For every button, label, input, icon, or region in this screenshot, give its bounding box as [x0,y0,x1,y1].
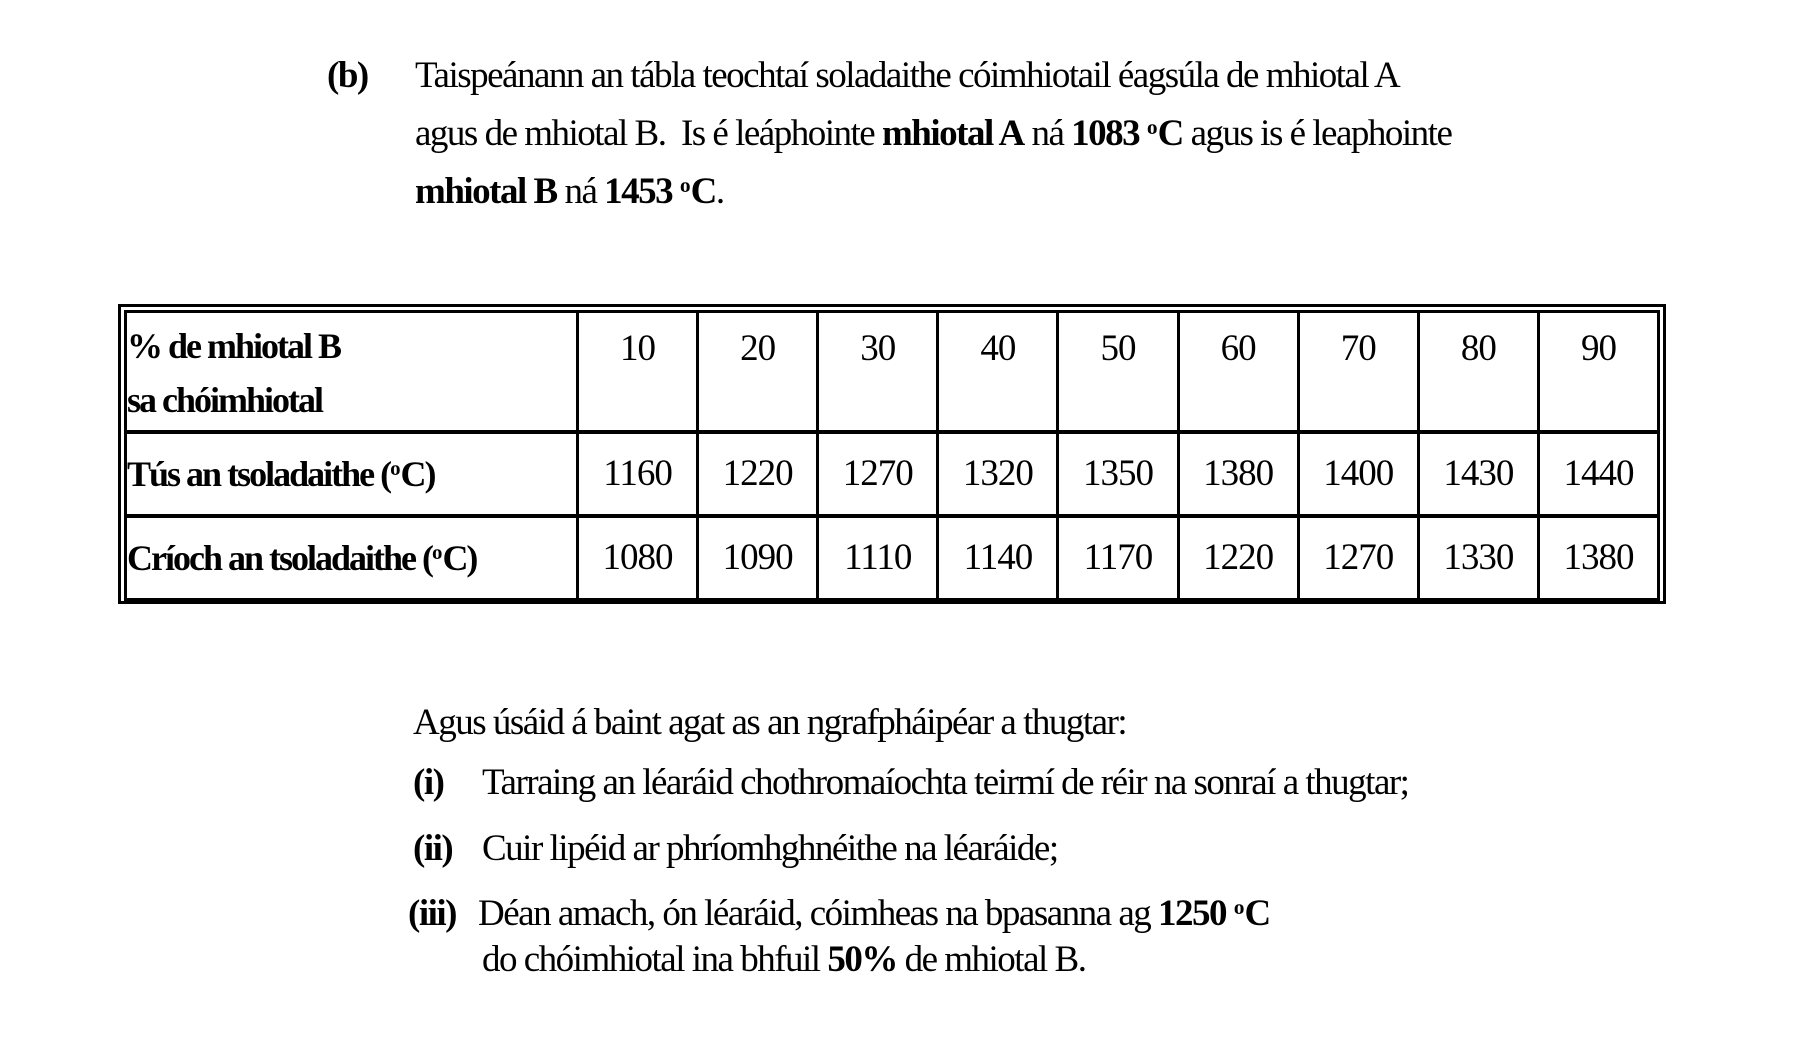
table-value-cell: 1090 [698,516,818,600]
question-line-1: Taispeánann an tábla teochtaí soladaithe cóimhiotail éagsúla de mhiotal A [415,55,1400,96]
table-data-row [126,516,1659,600]
table-col-header: 50 [1058,312,1178,432]
task-ii-text: Cuir lipéid ar phríomhghnéithe na léaráide; [482,828,1058,869]
table-value-cell: 1320 [938,432,1058,516]
table-value-cell: 1400 [1298,432,1418,516]
table-col-header: 30 [818,312,938,432]
question-paragraph [415,47,1451,221]
table-col-header: 10 [578,312,698,432]
solidification-table-frame [118,304,1666,604]
table-header-label-line-1: % de mhiotal B [127,326,341,366]
table-value-cell: 1380 [1178,432,1298,516]
table-row-label-tus: Tús an tsoladaithe ($^o$C) [126,432,578,516]
task-iii-text-line-2: do chóimhiotal ina bhfuil 50% de mhiotal B. [482,939,1086,980]
table-col-header: 20 [698,312,818,432]
table-data-row [126,432,1659,516]
task-ii-marker: (ii) [413,828,453,869]
tasks-intro: Agus úsáid á baint agat as an ngrafpháipéar a thugtar: [413,702,1127,743]
question-line-2: agus de mhiotal B. Is é leáphointe mhiotal A ná 1083 $^o$C agus is é leaphointe [415,113,1452,154]
table-col-header: 40 [938,312,1058,432]
solidification-table [124,310,1660,601]
table-header-label-line-2: sa chóimhiotal [127,380,323,420]
table-header-label [126,312,578,432]
question-marker: (b) [327,55,368,96]
table-value-cell: 1220 [1178,516,1298,600]
table-col-header: 80 [1418,312,1538,432]
table-header-row [126,312,1659,432]
table-value-cell: 1170 [1058,516,1178,600]
table-value-cell: 1440 [1538,432,1658,516]
question-line-3: mhiotal B ná 1453 $^o$C. [415,171,724,212]
table-value-cell: 1380 [1538,516,1658,600]
task-iii-marker: (iii) [408,893,456,934]
table-row-label-crioch: Críoch an tsoladaithe ($^o$C) [126,516,578,600]
task-i-marker: (i) [413,762,444,803]
table-value-cell: 1110 [818,516,938,600]
table-value-cell: 1350 [1058,432,1178,516]
table-col-header: 70 [1298,312,1418,432]
task-iii-text-line-1: Déan amach, ón léaráid, cóimheas na bpasanna ag 1250 $^o$C [478,893,1270,934]
table-value-cell: 1160 [578,432,698,516]
table-value-cell: 1220 [698,432,818,516]
table-value-cell: 1140 [938,516,1058,600]
task-i-text: Tarraing an léaráid chothromaíochta teirmí de réir na sonraí a thugtar; [482,762,1409,803]
table-value-cell: 1270 [818,432,938,516]
table-value-cell: 1330 [1418,516,1538,600]
table-col-header: 60 [1178,312,1298,432]
table-value-cell: 1080 [578,516,698,600]
table-value-cell: 1430 [1418,432,1538,516]
table-col-header: 90 [1538,312,1658,432]
table-value-cell: 1270 [1298,516,1418,600]
